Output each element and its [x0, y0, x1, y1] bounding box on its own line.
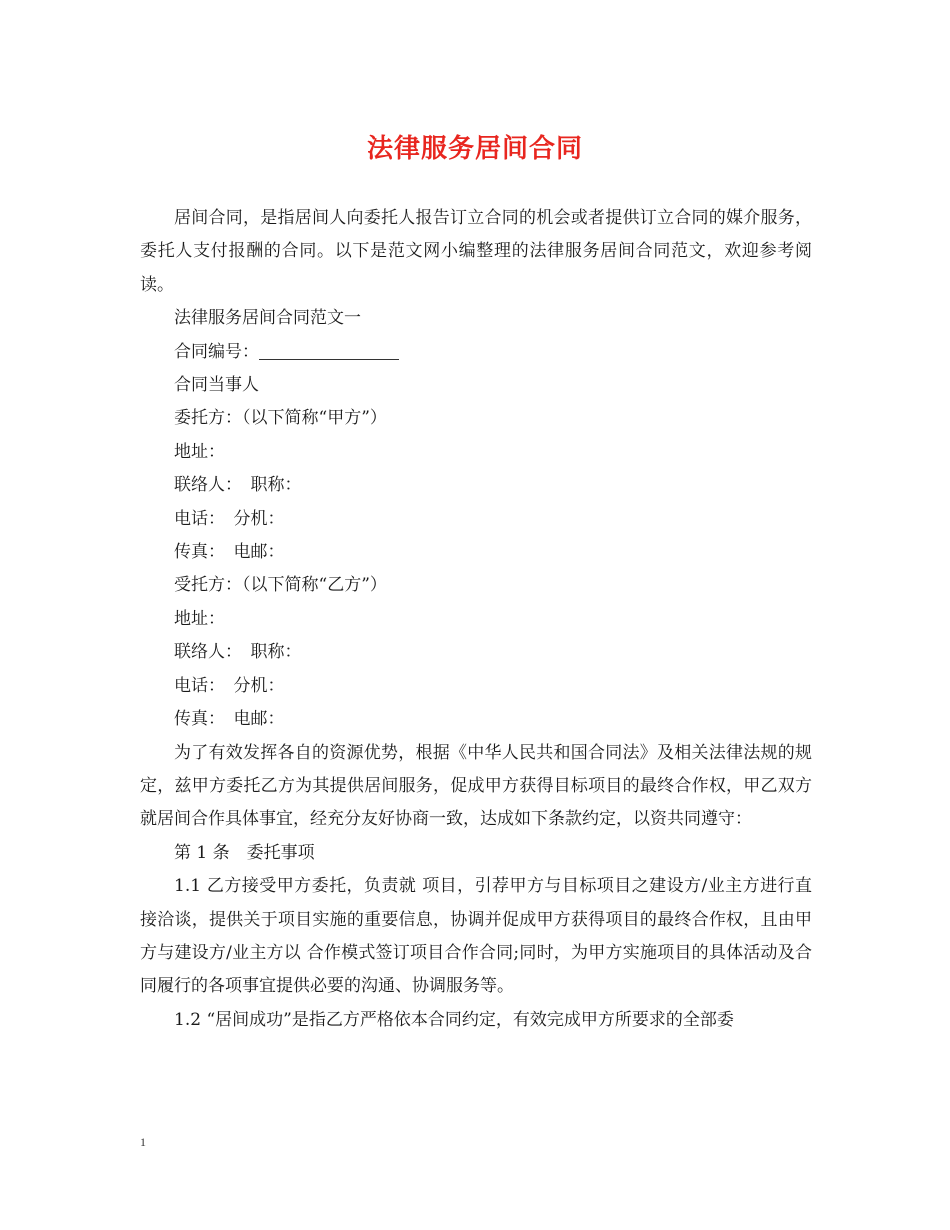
parties-heading: 合同当事人	[174, 375, 259, 396]
contract-number-line	[140, 336, 812, 369]
party-a-label: 委托方：（以下简称“甲方”）	[174, 408, 387, 429]
intro-paragraph: 居间合同，是指居间人向委托人报告订立合同的机会或者提供订立合同的媒介服务，委托人支付报酬的合同。以下是范文网小编整理的法律服务居间合同范文，欢迎参考阅读。	[140, 208, 812, 295]
party-b-address: 地址：	[174, 608, 225, 629]
sample-heading: 法律服务居间合同范文一	[174, 308, 361, 329]
document-body	[140, 202, 812, 1037]
contract-number-label: 合同编号：	[174, 341, 259, 362]
clause-1-2: 1.2 “居间成功”是指乙方严格依本合同约定，有效完成甲方所要求的全部委	[174, 1009, 734, 1030]
document-title: 法律服务居间合同	[366, 134, 583, 164]
party-a-address: 地址：	[174, 441, 225, 462]
clause-1-1: 1.1 乙方接受甲方委托，负责就 项目，引荐甲方与目标项目之建设方/业主方进行直接洽谈，提供关于项目实施的重要信息，协调并促成甲方获得项目的最终合作权，且由甲方与建设方/业主方以 合作模式签订项目合作合同;同时，为甲方实施项目的具体活动及合同履行的各项事宜提供必要的沟通、协调服务等。	[140, 876, 812, 997]
party-a-phone: 电话： 分机：	[174, 508, 285, 529]
party-a-fax: 传真： 电邮：	[174, 542, 285, 563]
preamble-paragraph: 为了有效发挥各自的资源优势，根据《中华人民共和国合同法》及相关法律法规的规定，兹甲方委托乙方为其提供居间服务，促成甲方获得目标项目的最终合作权，甲乙双方就居间合作具体事宜，经充分友好协商一致，达成如下条款约定，以资共同遵守：	[140, 742, 812, 830]
party-b-contact: 联络人： 职称：	[174, 642, 302, 663]
article-1-heading: 第 1 条 委托事项	[174, 842, 315, 863]
page-number: 1	[140, 1135, 146, 1149]
party-b-label: 受托方：（以下简称“乙方”）	[174, 575, 387, 596]
party-a-contact: 联络人： 职称：	[174, 475, 302, 496]
contract-number-blank[interactable]	[259, 341, 399, 360]
party-b-fax: 传真： 电邮：	[174, 709, 285, 730]
party-b-phone: 电话： 分机：	[174, 675, 285, 696]
